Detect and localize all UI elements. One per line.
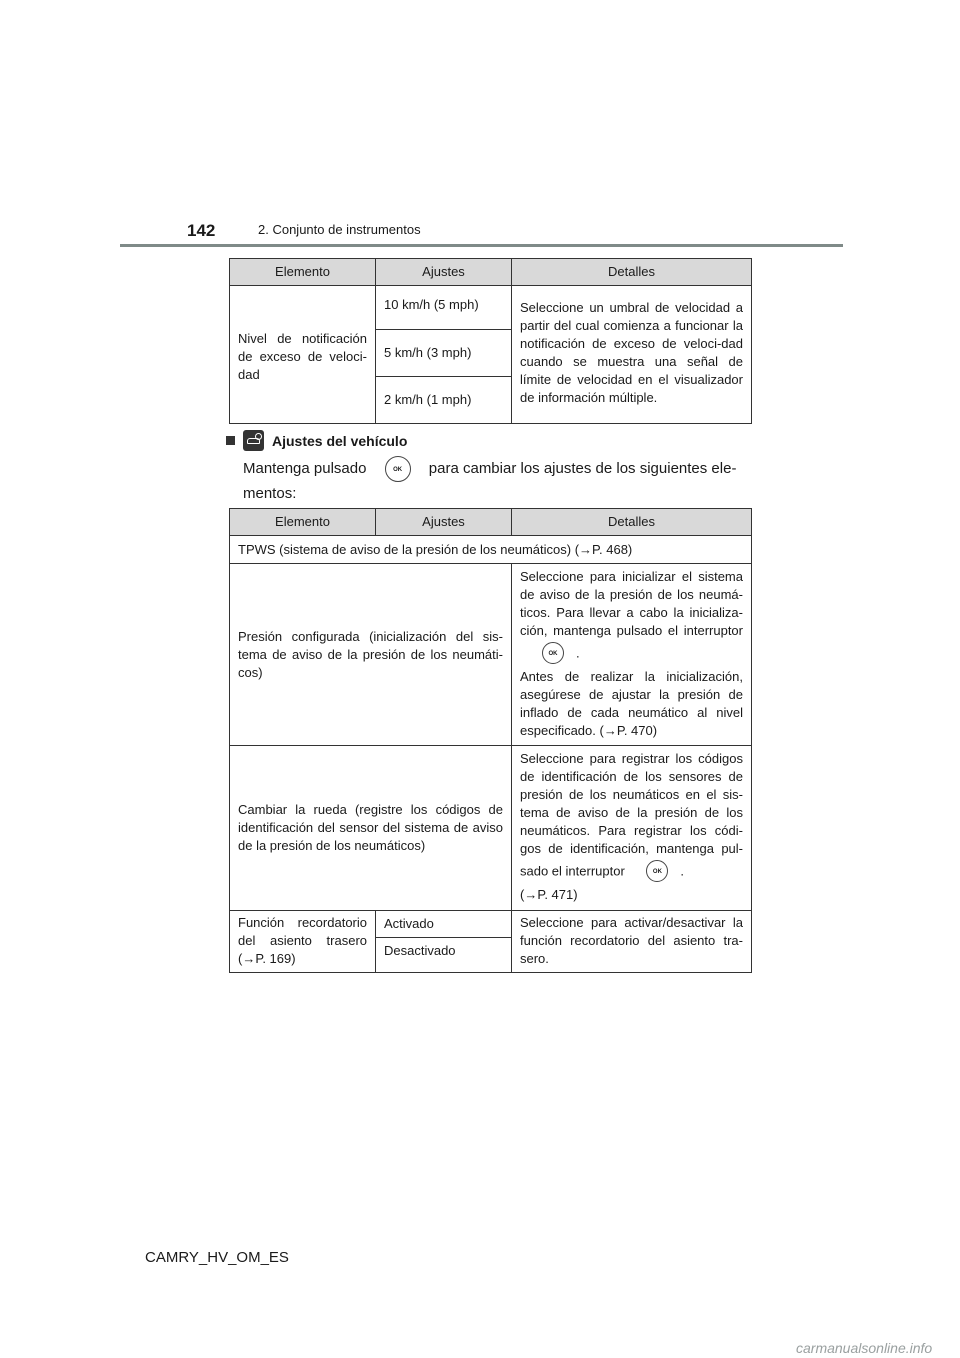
details-text: . (680, 863, 685, 879)
details-cell (512, 564, 752, 746)
ok-button-icon: OK (542, 642, 564, 664)
column-header: Ajustes (376, 259, 512, 286)
setting-cell: 2 km/h (1 mph) (376, 377, 512, 424)
column-header: Elemento (230, 509, 376, 536)
watermark: carmanualsonline.info (796, 1340, 933, 1356)
intro-text-before: Mantenga pulsado (243, 459, 367, 477)
element-cell: Presión configurada (inicialización del sis-tema de aviso de la presión de los neumáti-cos) (230, 564, 512, 746)
details-text: Antes de realizar la inicialización, asegúrese de ajustar la presión de inflado de cada neumático al nivel especificado. (→P. 470) (520, 669, 743, 738)
setting-cell: Activado (376, 911, 512, 938)
element-cell: Nivel de notificación de exceso de veloci-dad (230, 286, 376, 424)
setting-cell: Desactivado (376, 938, 512, 973)
vehicle-settings-table (229, 508, 752, 973)
setting-cell: 5 km/h (3 mph) (376, 330, 512, 377)
element-cell: Cambiar la rueda (registre los códigos de identificación del sensor del sistema de aviso de la presión de los neumáticos) (230, 746, 512, 911)
section-heading-text: Ajustes del vehículo (272, 432, 408, 449)
table-row (230, 911, 752, 938)
intro-text-after: para cambiar los ajustes de los siguientes ele-mentos: (243, 459, 737, 502)
header-rule (120, 244, 843, 247)
table-header-row (230, 509, 752, 536)
section-title: 2. Conjunto de instrumentos (258, 222, 421, 237)
table-row (230, 536, 752, 564)
element-cell: Función recordatorio del asiento trasero (→P. 169) (230, 911, 376, 973)
details-text: (→P. 471) (520, 887, 578, 902)
bullet-icon (226, 436, 235, 445)
column-header: Detalles (512, 509, 752, 536)
ok-button-icon: OK (385, 456, 411, 482)
column-header: Ajustes (376, 509, 512, 536)
table-header-row (230, 259, 752, 286)
details-cell (512, 746, 752, 911)
tpws-cell: TPWS (sistema de aviso de la presión de los neumáticos) (→P. 468) (230, 536, 752, 564)
table-row (230, 746, 752, 911)
details-text: . (576, 645, 580, 661)
details-cell: Seleccione un umbral de velocidad a partir del cual comienza a funcionar la notificación de exceso de veloci-dad cuando se muestra una señal de límite de velocidad en el visualizador de información múltiple. (512, 286, 752, 424)
column-header: Detalles (512, 259, 752, 286)
speed-notification-table (229, 258, 752, 424)
table-row (230, 286, 752, 330)
details-cell: Seleccione para activar/desactivar la función recordatorio del asiento tra-sero. (512, 911, 752, 973)
page-number: 142 (187, 221, 216, 240)
details-text: Seleccione para registrar los códigos de identificación de los sensores de presión de los neumáticos en el sis-tema de aviso de la presión de los neumáticos. Para registrar los códi-gos de identificación, mantenga pul-sado el interruptor (520, 751, 743, 879)
car-settings-icon (243, 430, 264, 451)
section-heading (226, 430, 407, 451)
details-text: Seleccione para inicializar el sistema de aviso de la presión de los neumá-ticos. Para llevar a cabo la inicializa-ción, mantenga pulsado el interruptor (520, 569, 743, 638)
column-header: Elemento (230, 259, 376, 286)
ok-button-icon: OK (646, 860, 668, 882)
intro-paragraph (243, 456, 743, 506)
setting-cell: 10 km/h (5 mph) (376, 286, 512, 330)
footer-code: CAMRY_HV_OM_ES (145, 1249, 289, 1266)
table-row (230, 564, 752, 746)
